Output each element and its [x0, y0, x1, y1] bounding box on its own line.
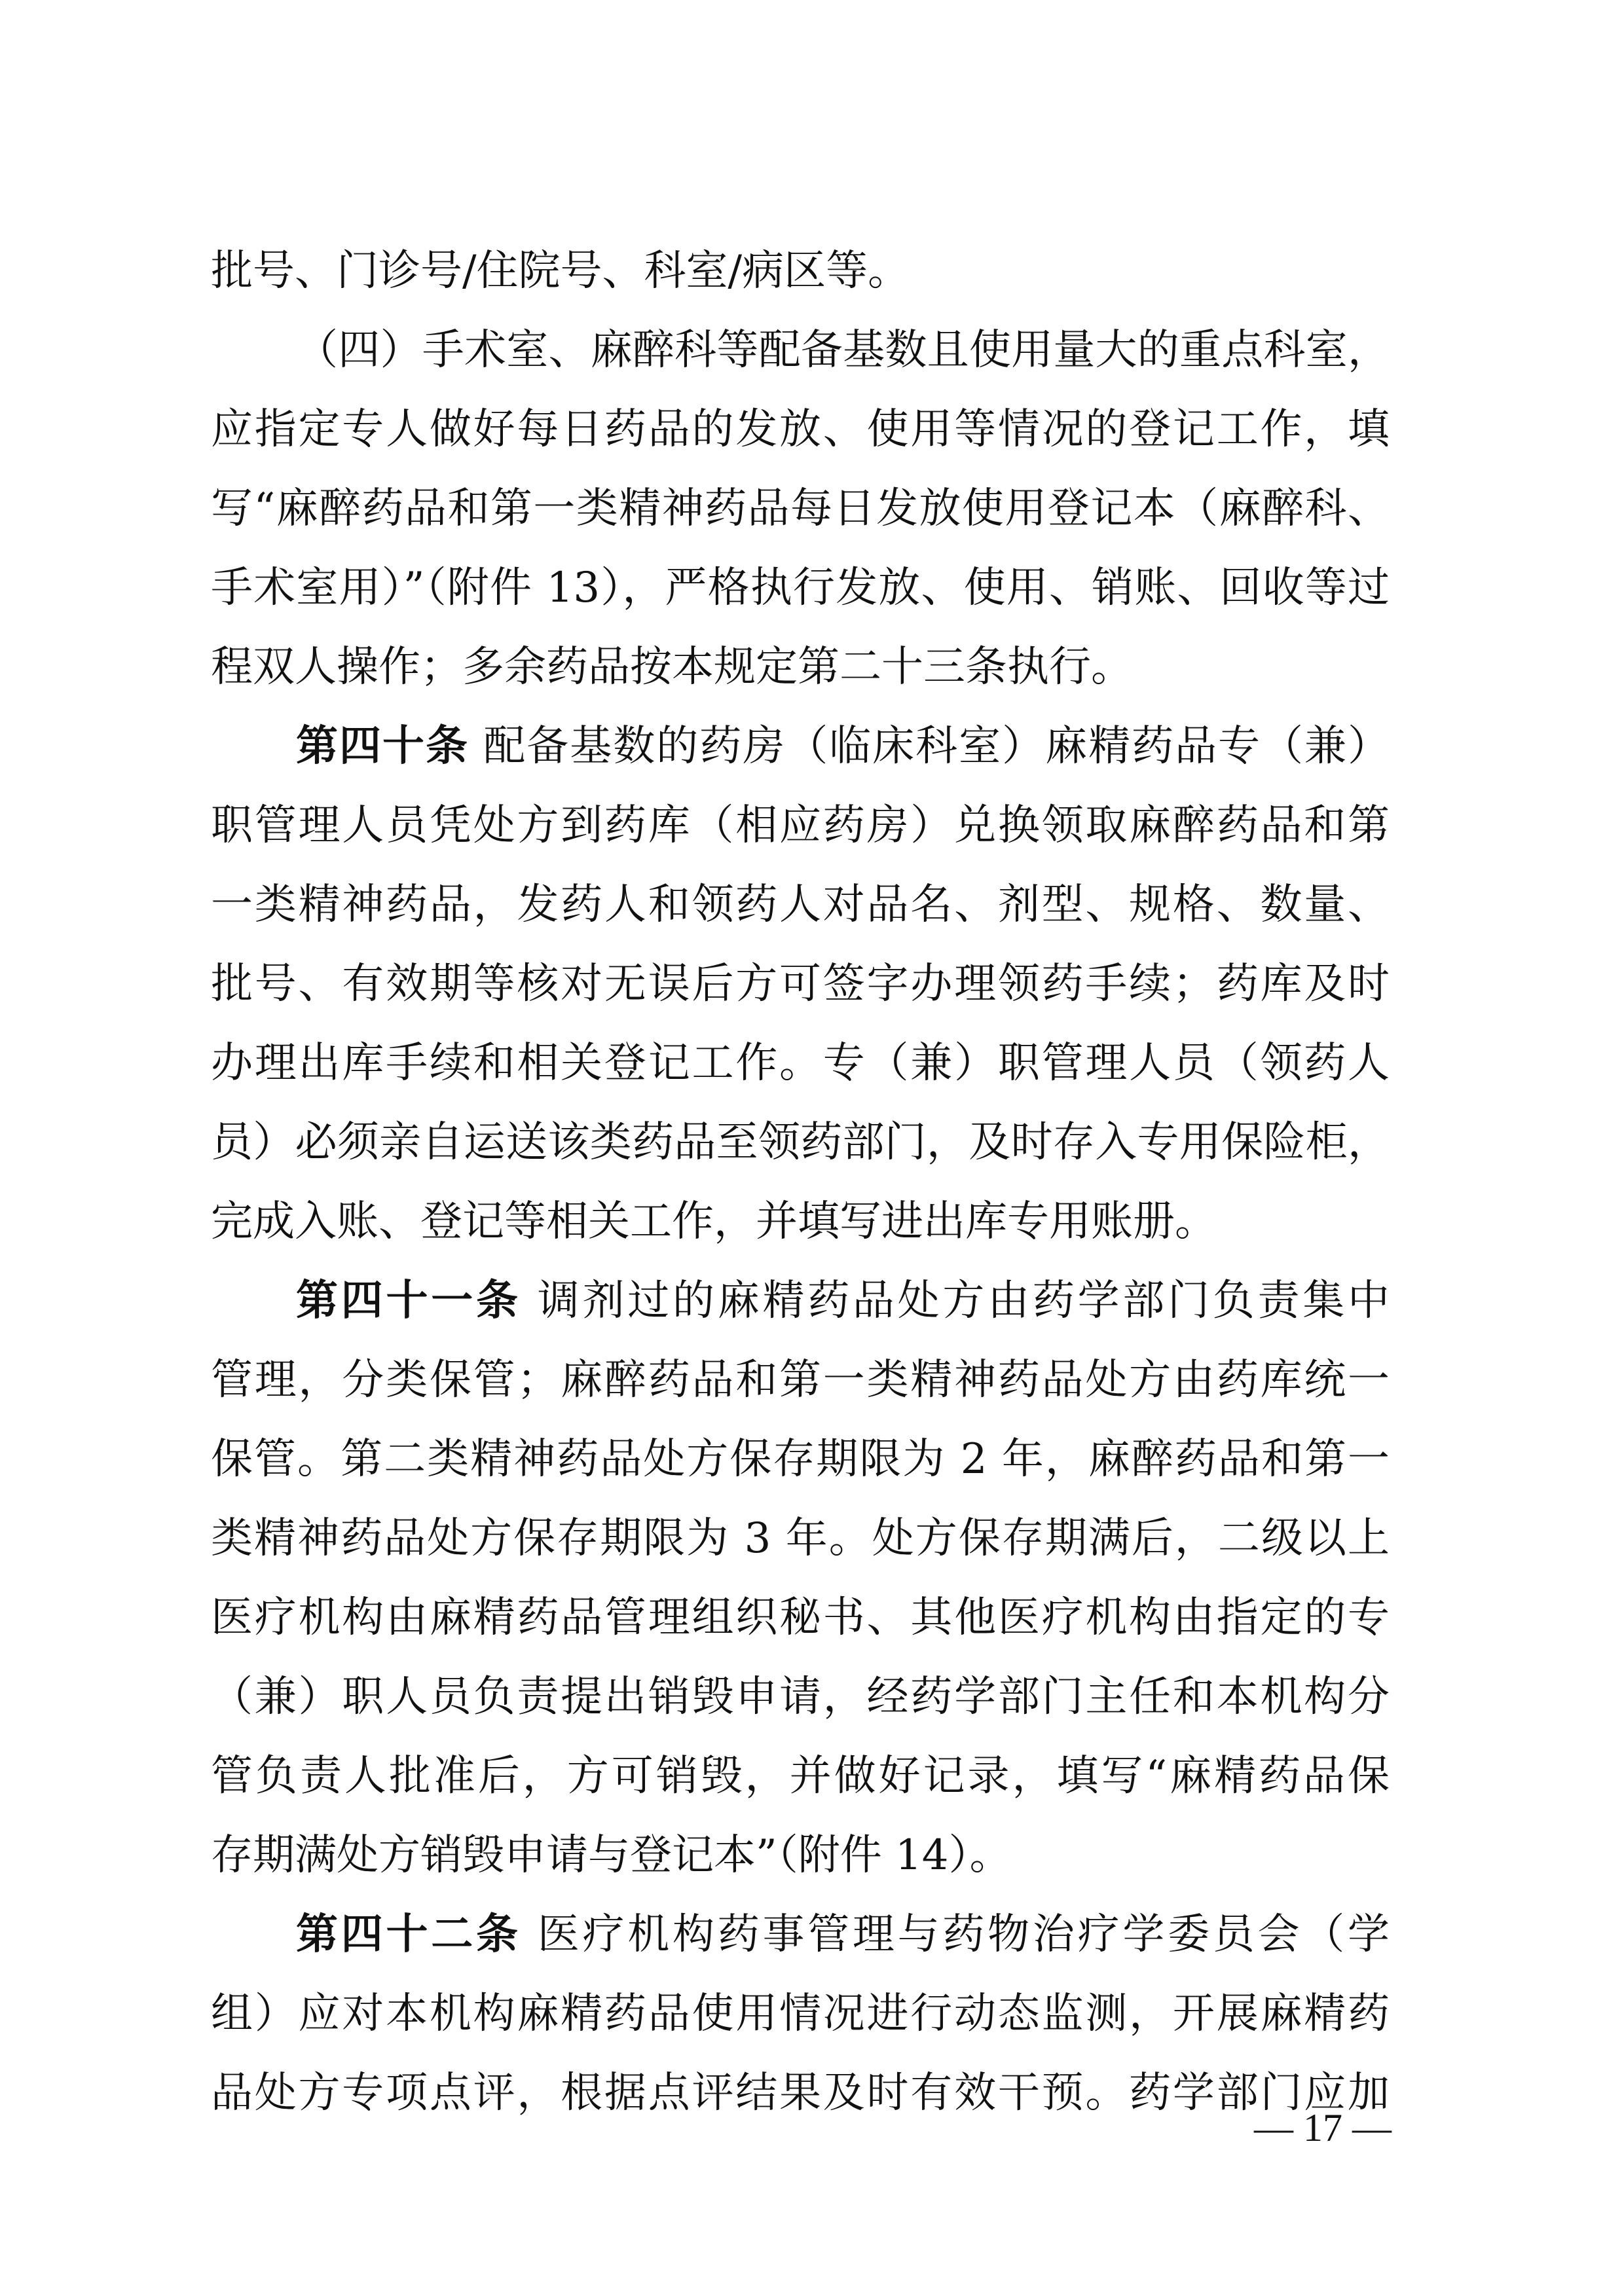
- text-line: [211, 1737, 1390, 1815]
- text-line: [211, 1816, 1390, 1895]
- line-text: 组）应对本机构麻精药品使用情况进行动态监测，开展麻精药: [211, 1990, 1390, 2038]
- text-line: [211, 390, 1390, 469]
- text-line: [211, 469, 1390, 548]
- line-text: 员）必须亲自运送该类药品至领药部门，及时存入专用保险柜，: [211, 1118, 1390, 1167]
- line-text: 职管理人员凭处方到药库（相应药房）兑换领取麻醉药品和第: [211, 801, 1390, 850]
- line-text: 管理，分类保管；麻醉药品和第一类精神药品处方由药库统一: [211, 1356, 1390, 1404]
- text-line: [211, 1499, 1390, 1578]
- line-text: 医疗机构药事管理与药物治疗学委员会（学: [537, 1910, 1390, 1959]
- line-text: （四）手术室、麻醉科等配备基数且使用量大的重点科室，: [296, 326, 1390, 374]
- line-text: 批号、有效期等核对无误后方可签字办理领药手续；药库及时: [211, 960, 1390, 1008]
- line-text: 存期满处方销毁申请与登记本”（附件 14）。: [211, 1831, 1012, 1880]
- text-line: [296, 311, 1390, 390]
- line-text: 批号、门诊号/住院号、科室/病区等。: [211, 247, 910, 295]
- text-line: [211, 786, 1390, 865]
- text-line: [211, 1341, 1390, 1419]
- line-text: 类精神药品处方保存期限为 3 年。处方保存期满后，二级以上: [211, 1514, 1390, 1563]
- text-line: [211, 945, 1390, 1023]
- line-text: 应指定专人做好每日药品的发放、使用等情况的登记工作，填: [211, 405, 1390, 454]
- text-line: [211, 1975, 1390, 2053]
- line-text: 管负责人批准后，方可销毁，并做好记录，填写“麻精药品保: [211, 1752, 1390, 1800]
- line-text: 保管。第二类精神药品处方保存期限为 2 年，麻醉药品和第一: [211, 1435, 1390, 1484]
- article-first-line: [296, 707, 1390, 786]
- text-line: [211, 549, 1390, 627]
- text-line: [211, 1182, 1390, 1261]
- line-text: 程双人操作；多余药品按本规定第二十三条执行。: [211, 643, 1133, 691]
- line-text: （兼）职人员负责提出销毁申请，经药学部门主任和本机构分: [211, 1673, 1390, 1721]
- text-line: [211, 1103, 1390, 1182]
- line-text: 一类精神药品，发药人和领药人对品名、剂型、规格、数量、: [211, 881, 1390, 929]
- article-heading: 第四十二条: [296, 1910, 521, 1959]
- text-line: [211, 866, 1390, 944]
- line-text: 办理出库手续和相关登记工作。专（兼）职管理人员（领药人: [211, 1039, 1390, 1087]
- line-text: 完成入账、登记等相关工作，并填写进出库专用账册。: [211, 1197, 1217, 1246]
- text-line: [211, 628, 1390, 706]
- line-text: 品处方专项点评，根据点评结果及时有效干预。药学部门应加: [211, 2069, 1390, 2117]
- article-heading: 第四十条: [296, 721, 469, 771]
- line-text: 医疗机构由麻精药品管理组织秘书、其他医疗机构由指定的专: [211, 1594, 1390, 1642]
- text-line: [211, 1420, 1390, 1499]
- line-text: 写“麻醉药品和第一类精神药品每日发放使用登记本（麻醉科、: [211, 484, 1390, 533]
- text-line: [211, 1024, 1390, 1102]
- text-line: [211, 2054, 1390, 2132]
- text-line: [211, 232, 1390, 310]
- article-first-line: [296, 1895, 1390, 1974]
- line-text: 调剂过的麻精药品处方由药学部门负责集中: [537, 1277, 1390, 1325]
- text-line: [211, 1578, 1390, 1657]
- line-text: 手术室用）”（附件 13），严格执行发放、使用、销账、回收等过: [211, 564, 1390, 612]
- line-text: 配备基数的药房（临床科室）麻精药品专（兼）: [483, 722, 1390, 771]
- page-number: — 17 —: [1254, 2106, 1392, 2149]
- article-heading: 第四十一条: [296, 1276, 521, 1325]
- article-first-line: [296, 1262, 1390, 1340]
- text-line: [211, 1658, 1390, 1736]
